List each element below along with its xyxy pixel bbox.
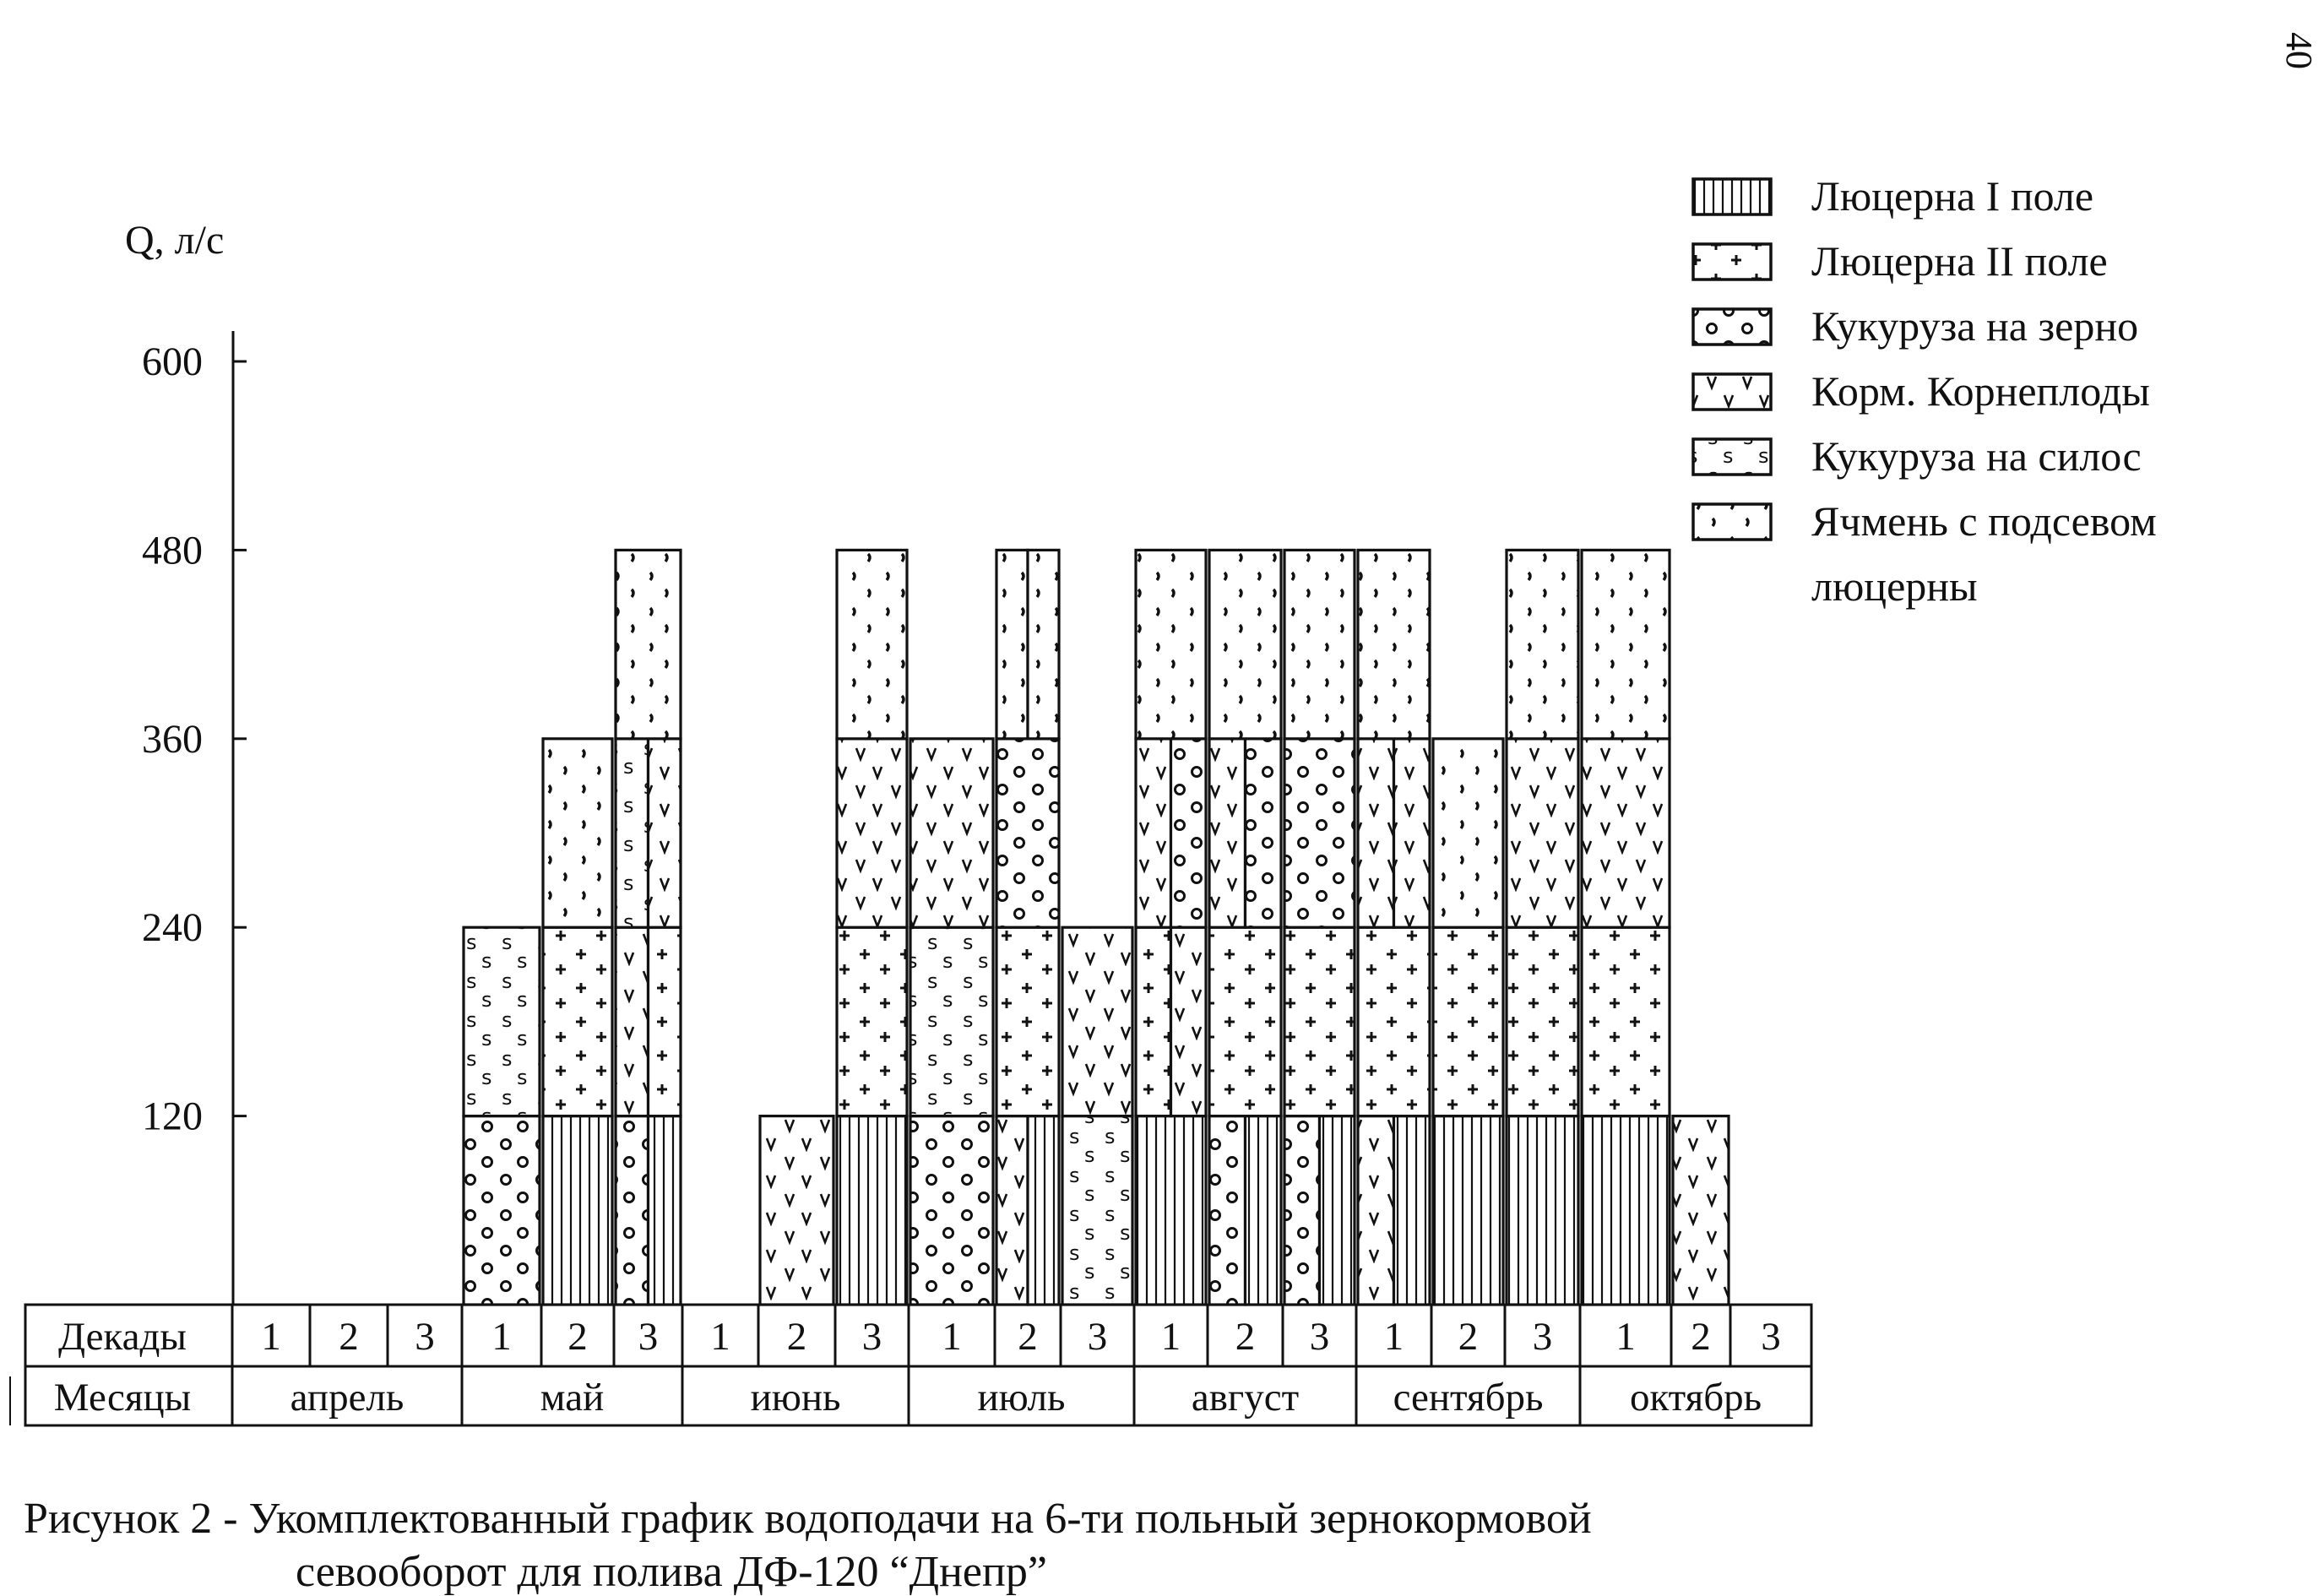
bar-segment-roots bbox=[1394, 739, 1431, 927]
bar-segment-corn bbox=[996, 739, 1059, 927]
decade-cell: 1 bbox=[710, 1315, 730, 1359]
legend-label-barley-line2: люцерны bbox=[1811, 562, 1978, 610]
bar-segment-silage bbox=[1062, 1116, 1132, 1305]
decade-cell: 3 bbox=[1761, 1315, 1781, 1359]
table-row-label-months: Месяцы bbox=[53, 1376, 192, 1420]
bar-segment-silage bbox=[616, 739, 649, 927]
decade-cell: 1 bbox=[491, 1315, 512, 1359]
bar-segment-luc1 bbox=[1246, 1116, 1282, 1305]
bar-segment-silage bbox=[464, 927, 540, 1116]
bar-segment-luc2 bbox=[1507, 927, 1578, 1116]
bar-segment-luc1 bbox=[1028, 1116, 1059, 1305]
legend-swatch-roots bbox=[1693, 374, 1771, 410]
bar-segment-barley bbox=[1209, 550, 1281, 738]
bar-segment-barley bbox=[616, 550, 681, 738]
bar-column bbox=[616, 550, 681, 1305]
bar-segment-luc1 bbox=[1320, 1116, 1355, 1305]
bar-column bbox=[1507, 550, 1578, 1305]
bar-segment-luc2 bbox=[996, 927, 1059, 1116]
bar-segment-roots bbox=[1062, 927, 1132, 1116]
decade-cell: 1 bbox=[1160, 1315, 1181, 1359]
legend-swatch-luc2 bbox=[1693, 244, 1771, 280]
bar-column bbox=[1136, 550, 1206, 1305]
y-axis-ticks bbox=[142, 339, 247, 1139]
bar-column bbox=[910, 739, 993, 1305]
legend-label-barley: Ячмень с подсевом bbox=[1811, 497, 2157, 545]
legend-label-corn: Кукуруза на зерно bbox=[1811, 302, 2139, 350]
y-tick-label: 240 bbox=[142, 905, 203, 951]
bar-segment-luc1 bbox=[1136, 1116, 1206, 1305]
bar-segment-roots bbox=[616, 927, 649, 1116]
y-tick-label: 360 bbox=[142, 716, 203, 762]
bar-column bbox=[543, 739, 612, 1305]
bar-column bbox=[760, 1116, 833, 1305]
bar-column bbox=[1673, 1116, 1729, 1305]
bar-segment-luc2 bbox=[1358, 927, 1430, 1116]
legend-swatch-corn bbox=[1693, 309, 1771, 345]
bar-segment-barley bbox=[1028, 550, 1059, 738]
bar-segment-roots bbox=[910, 739, 993, 927]
bar-segment-corn bbox=[616, 1116, 649, 1305]
bar-segment-roots bbox=[1358, 1116, 1394, 1305]
bar-segment-roots bbox=[1673, 1116, 1729, 1305]
legend bbox=[1693, 172, 2157, 610]
bar-column bbox=[1284, 550, 1355, 1305]
bar-segment-barley bbox=[1284, 550, 1355, 738]
decade-cell: 3 bbox=[861, 1315, 882, 1359]
bar-segment-barley bbox=[837, 550, 907, 738]
bar-segment-luc2 bbox=[543, 927, 612, 1116]
bars-group bbox=[464, 550, 1729, 1305]
bar-segment-roots bbox=[760, 1116, 833, 1305]
bar-segment-corn bbox=[1171, 739, 1207, 927]
bar-column bbox=[464, 927, 540, 1305]
bar-column bbox=[1433, 739, 1503, 1305]
bar-segment-luc2 bbox=[649, 927, 681, 1116]
bar-segment-barley bbox=[1136, 550, 1206, 738]
bar-segment-roots bbox=[1136, 739, 1171, 927]
bar-column bbox=[1209, 550, 1281, 1305]
bar-segment-roots bbox=[837, 739, 907, 927]
month-cell: сентябрь bbox=[1393, 1376, 1544, 1420]
bar-segment-silage bbox=[910, 927, 993, 1116]
figure-caption-line-2: севооборот для полива ДФ-120 “Днепр” bbox=[296, 1548, 1047, 1596]
bar-segment-corn bbox=[1284, 739, 1355, 927]
decade-cell: 2 bbox=[339, 1315, 359, 1359]
month-cell: октябрь bbox=[1629, 1376, 1762, 1420]
bar-segment-corn bbox=[1209, 1116, 1246, 1305]
bar-column bbox=[837, 550, 907, 1305]
bar-column bbox=[996, 550, 1059, 1305]
decade-cell: 2 bbox=[786, 1315, 807, 1359]
bar-segment-barley bbox=[1507, 550, 1578, 738]
table-row-label-decades: Декады bbox=[58, 1315, 187, 1359]
bar-column bbox=[1582, 550, 1670, 1305]
decade-cell: 1 bbox=[261, 1315, 281, 1359]
month-cell: июль bbox=[977, 1376, 1066, 1420]
bar-segment-luc1 bbox=[1582, 1116, 1670, 1305]
decade-cell: 1 bbox=[1615, 1315, 1636, 1359]
decade-month-table bbox=[10, 1305, 1811, 1425]
legend-label-silage: Кукуруза на силос bbox=[1811, 432, 2142, 480]
bar-segment-barley bbox=[996, 550, 1028, 738]
legend-label-luc1: Люцерна I поле bbox=[1811, 172, 2094, 220]
bar-segment-luc1 bbox=[1394, 1116, 1431, 1305]
decade-cell: 3 bbox=[1087, 1315, 1108, 1359]
bar-segment-luc2 bbox=[1284, 927, 1355, 1116]
decade-cell: 1 bbox=[942, 1315, 962, 1359]
bar-segment-roots bbox=[1582, 739, 1670, 927]
bar-segment-luc1 bbox=[649, 1116, 681, 1305]
bar-segment-luc2 bbox=[1209, 927, 1281, 1116]
bar-segment-luc2 bbox=[1136, 927, 1171, 1116]
decade-cell: 2 bbox=[1458, 1315, 1479, 1359]
bar-segment-barley bbox=[543, 739, 612, 927]
figure-caption-line-1: Рисунок 2 - Укомплектованный график водоподачи на 6-ти польный зернокормовой bbox=[24, 1495, 1592, 1543]
bar-segment-roots bbox=[1209, 739, 1246, 927]
bar-column bbox=[1358, 550, 1430, 1305]
bar-segment-barley bbox=[1582, 550, 1670, 738]
decade-cell: 2 bbox=[567, 1315, 588, 1359]
bar-segment-roots bbox=[1358, 739, 1394, 927]
legend-label-luc2: Люцерна II поле bbox=[1811, 237, 2108, 285]
legend-label-roots: Корм. Корнеплоды bbox=[1811, 367, 2150, 415]
bar-segment-barley bbox=[1433, 739, 1503, 927]
bar-segment-luc1 bbox=[1433, 1116, 1503, 1305]
month-cell: май bbox=[540, 1376, 605, 1420]
bar-segment-corn bbox=[1284, 1116, 1320, 1305]
decade-cell: 1 bbox=[1383, 1315, 1404, 1359]
decade-cell: 2 bbox=[1691, 1315, 1711, 1359]
page-number: 40 bbox=[2278, 32, 2320, 69]
bar-segment-barley bbox=[1358, 550, 1430, 738]
decade-cell: 2 bbox=[1018, 1315, 1038, 1359]
bar-segment-corn bbox=[464, 1116, 540, 1305]
bar-segment-roots bbox=[649, 739, 681, 927]
bar-segment-roots bbox=[1171, 927, 1207, 1116]
legend-swatch-luc1 bbox=[1693, 179, 1771, 214]
bar-segment-luc1 bbox=[837, 1116, 907, 1305]
legend-swatch-barley bbox=[1693, 504, 1771, 540]
legend-swatch-silage bbox=[1693, 439, 1771, 475]
decade-cell: 3 bbox=[1532, 1315, 1553, 1359]
bar-segment-luc2 bbox=[1582, 927, 1670, 1116]
month-cell: апрель bbox=[290, 1376, 405, 1420]
bar-segment-luc1 bbox=[1507, 1116, 1578, 1305]
y-tick-label: 480 bbox=[142, 528, 203, 573]
bar-column bbox=[1062, 927, 1132, 1305]
y-tick-label: 120 bbox=[142, 1094, 203, 1139]
decade-cell: 2 bbox=[1235, 1315, 1256, 1359]
month-cell: август bbox=[1191, 1376, 1300, 1420]
y-tick-label: 600 bbox=[142, 339, 203, 384]
y-axis-label: Q, л/с bbox=[125, 218, 225, 263]
bar-segment-luc1 bbox=[543, 1116, 612, 1305]
bar-segment-luc2 bbox=[837, 927, 907, 1116]
decade-cell: 3 bbox=[1309, 1315, 1330, 1359]
month-cell: июнь bbox=[750, 1376, 841, 1420]
decade-cell: 3 bbox=[415, 1315, 435, 1359]
bar-segment-corn bbox=[1246, 739, 1282, 927]
decade-cell: 3 bbox=[638, 1315, 659, 1359]
bar-segment-roots bbox=[996, 1116, 1028, 1305]
bar-segment-luc2 bbox=[1433, 927, 1503, 1116]
bar-segment-corn bbox=[910, 1116, 993, 1305]
bar-segment-roots bbox=[1507, 739, 1578, 927]
